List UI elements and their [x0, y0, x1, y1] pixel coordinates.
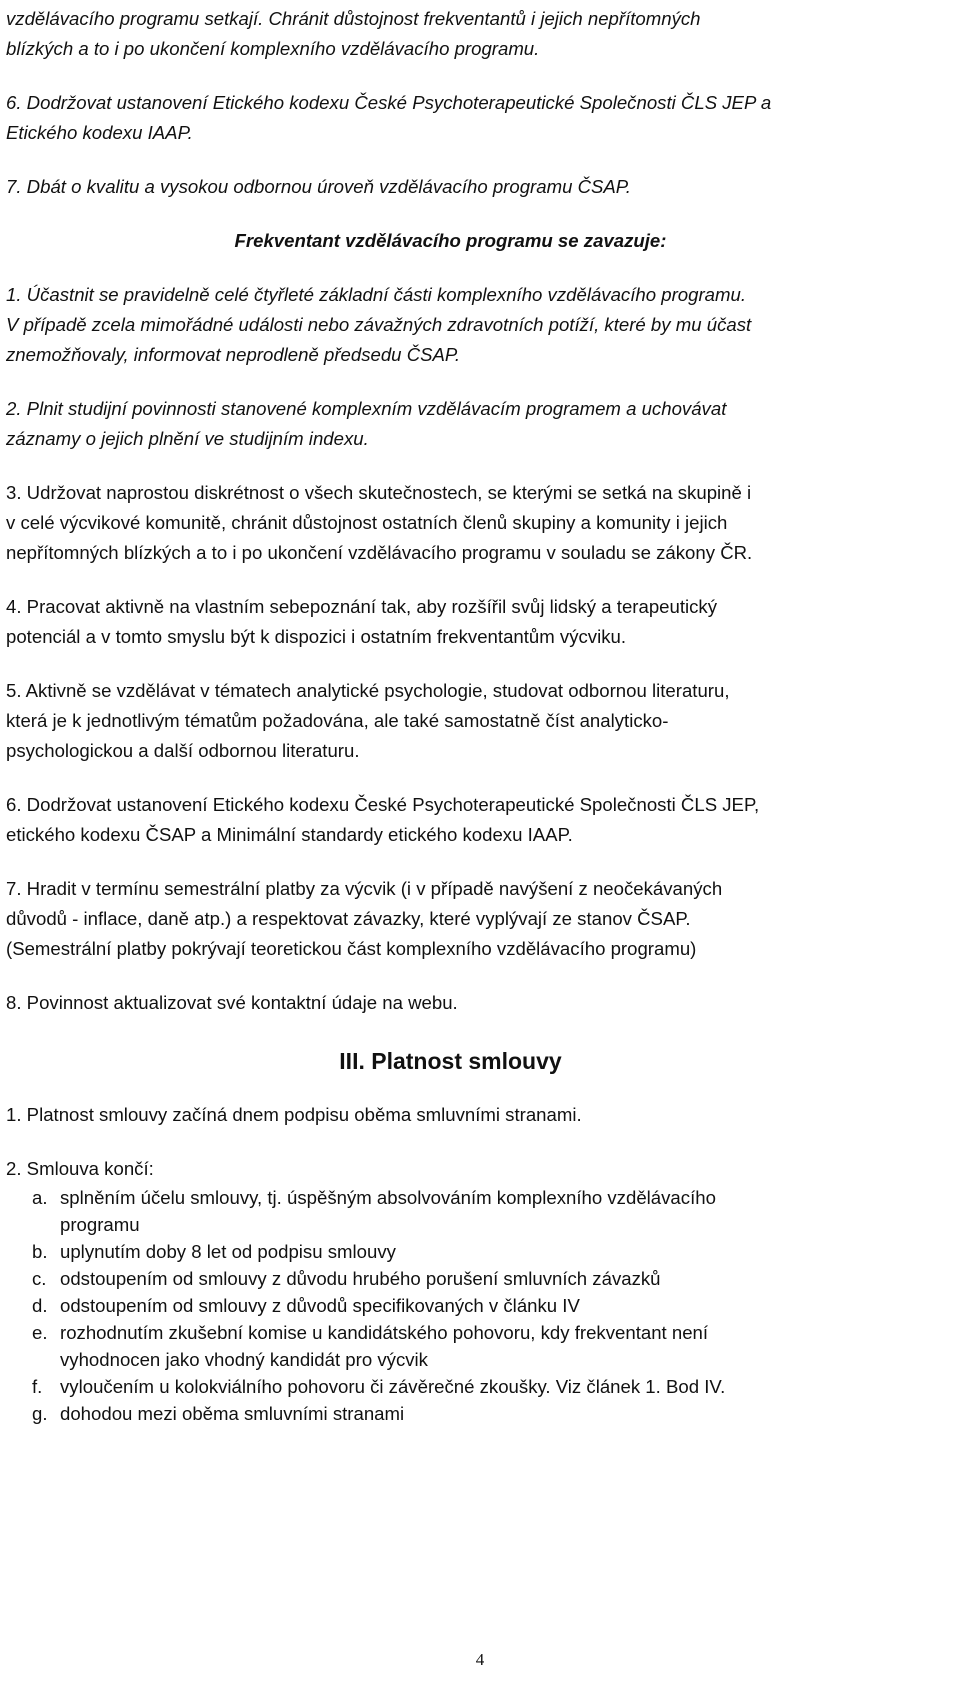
list-item: 1. Platnost smlouvy začíná dnem podpisu oběma smluvními stranami. — [6, 1104, 582, 1125]
text-line: důvodů - inflace, daně atp.) a respektovat závazky, které vyplývají ze stanov ČSAP. — [6, 908, 691, 929]
sub-list-item — [32, 1238, 895, 1265]
text-line: vyloučením u kolokviálního pohovoru či závěrečné zkoušky. Viz článek 1. Bod IV. — [60, 1376, 726, 1397]
list-item: 7. Dbát o kvalitu a vysokou odbornou úroveň vzdělávacího programu ČSAP. — [6, 176, 631, 197]
paragraph-continuation — [6, 4, 895, 64]
sub-list-item — [32, 1292, 895, 1319]
text-line: 6. Dodržovat ustanovení Etického kodexu České Psychoterapeutické Společnosti ČLS JEP a — [6, 92, 772, 113]
text-line: potenciál a v tomto smyslu být k dispozici i ostatním frekventantům výcviku. — [6, 626, 627, 647]
list-marker: b. — [32, 1241, 48, 1262]
list-item — [6, 88, 895, 148]
list-item — [6, 592, 895, 652]
text-line: 4. Pracovat aktivně na vlastním sebepoznání tak, aby rozšířil svůj lidský a terapeutický — [6, 596, 718, 617]
text-line: v celé výcvikové komunitě, chránit důstojnost ostatních členů skupiny a komunity i jejich — [6, 512, 728, 533]
text-line: etického kodexu ČSAP a Minimální standardy etického kodexu IAAP. — [6, 824, 573, 845]
list-item — [6, 478, 895, 568]
text-line: splněním účelu smlouvy, tj. úspěšným absolvováním komplexního vzdělávacího — [60, 1187, 716, 1208]
text-line: dohodou mezi oběma smluvními stranami — [60, 1403, 405, 1424]
text-line: rozhodnutím zkušební komise u kandidátského pohovoru, kdy frekventant není — [60, 1322, 709, 1343]
subsection-heading: Frekventant vzdělávacího programu se zavazuje: — [234, 230, 667, 251]
list-item — [6, 874, 895, 964]
text-line: nepřítomných blízkých a to i po ukončení vzdělávacího programu v souladu se zákony ČR. — [6, 542, 753, 563]
text-line: uplynutím doby 8 let od podpisu smlouvy — [60, 1241, 396, 1262]
text-line: vzdělávacího programu setkají. Chránit důstojnost frekventantů i jejich nepřítomných — [6, 8, 701, 29]
text-line: znemožňovaly, informovat neprodleně předsedu ČSAP. — [6, 344, 461, 365]
text-line: odstoupením od smlouvy z důvodu hrubého porušení smluvních závazků — [60, 1268, 661, 1289]
text-line: 5. Aktivně se vzdělávat v tématech analytické psychologie, studovat odbornou literaturu, — [6, 680, 730, 701]
text-line: odstoupením od smlouvy z důvodů specifikovaných v článku IV — [60, 1295, 580, 1316]
text-line: programu — [60, 1214, 140, 1235]
page-number: 4 — [475, 1650, 485, 1669]
document-body — [6, 4, 895, 1427]
list-marker: g. — [32, 1403, 48, 1424]
text-line: 7. Hradit v termínu semestrální platby za výcvik (i v případě navýšení z neočekávaných — [6, 878, 723, 899]
text-line: Etického kodexu IAAP. — [6, 122, 193, 143]
list-marker: d. — [32, 1295, 48, 1316]
text-line: (Semestrální platby pokrývají teoretickou část komplexního vzdělávacího programu) — [6, 938, 697, 959]
text-line: 6. Dodržovat ustanovení Etického kodexu České Psychoterapeutické Společnosti ČLS JEP, — [6, 794, 760, 815]
list-item — [6, 676, 895, 766]
list-marker: a. — [32, 1187, 48, 1208]
section-heading: III. Platnost smlouvy — [339, 1048, 562, 1074]
list-item — [6, 790, 895, 850]
sub-list-item — [32, 1265, 895, 1292]
list-marker: c. — [32, 1268, 47, 1289]
list-marker: e. — [32, 1322, 48, 1343]
text-line: záznamy o jejich plnění ve studijním indexu. — [6, 428, 369, 449]
list-item: 8. Povinnost aktualizovat své kontaktní údaje na webu. — [6, 992, 458, 1013]
sub-list-item — [32, 1184, 895, 1238]
list-item — [6, 280, 895, 370]
sub-list-item — [32, 1400, 895, 1427]
list-item — [6, 394, 895, 454]
text-line: V případě zcela mimořádné události nebo závažných zdravotních potíží, které by mu účast — [6, 314, 752, 335]
text-line: která je k jednotlivým tématům požadována, ale také samostatně číst analyticko- — [6, 710, 669, 731]
text-line: blízkých a to i po ukončení komplexního vzdělávacího programu. — [6, 38, 540, 59]
text-line: 1. Účastnit se pravidelně celé čtyřleté základní části komplexního vzdělávacího programu. — [6, 284, 746, 305]
sub-list-item — [32, 1373, 895, 1400]
text-line: 2. Plnit studijní povinnosti stanovené komplexním vzdělávacím programem a uchovávat — [6, 398, 727, 419]
text-line: vyhodnocen jako vhodný kandidát pro výcvik — [60, 1349, 428, 1370]
list-item: 2. Smlouva končí: — [6, 1158, 154, 1179]
text-line: 3. Udržovat naprostou diskrétnost o všech skutečnostech, se kterými se setká na skupině i — [6, 482, 752, 503]
sub-list-item — [32, 1319, 895, 1373]
text-line: psychologickou a další odbornou literaturu. — [6, 740, 360, 761]
list-marker: f. — [32, 1376, 43, 1397]
sub-list — [6, 1184, 895, 1427]
